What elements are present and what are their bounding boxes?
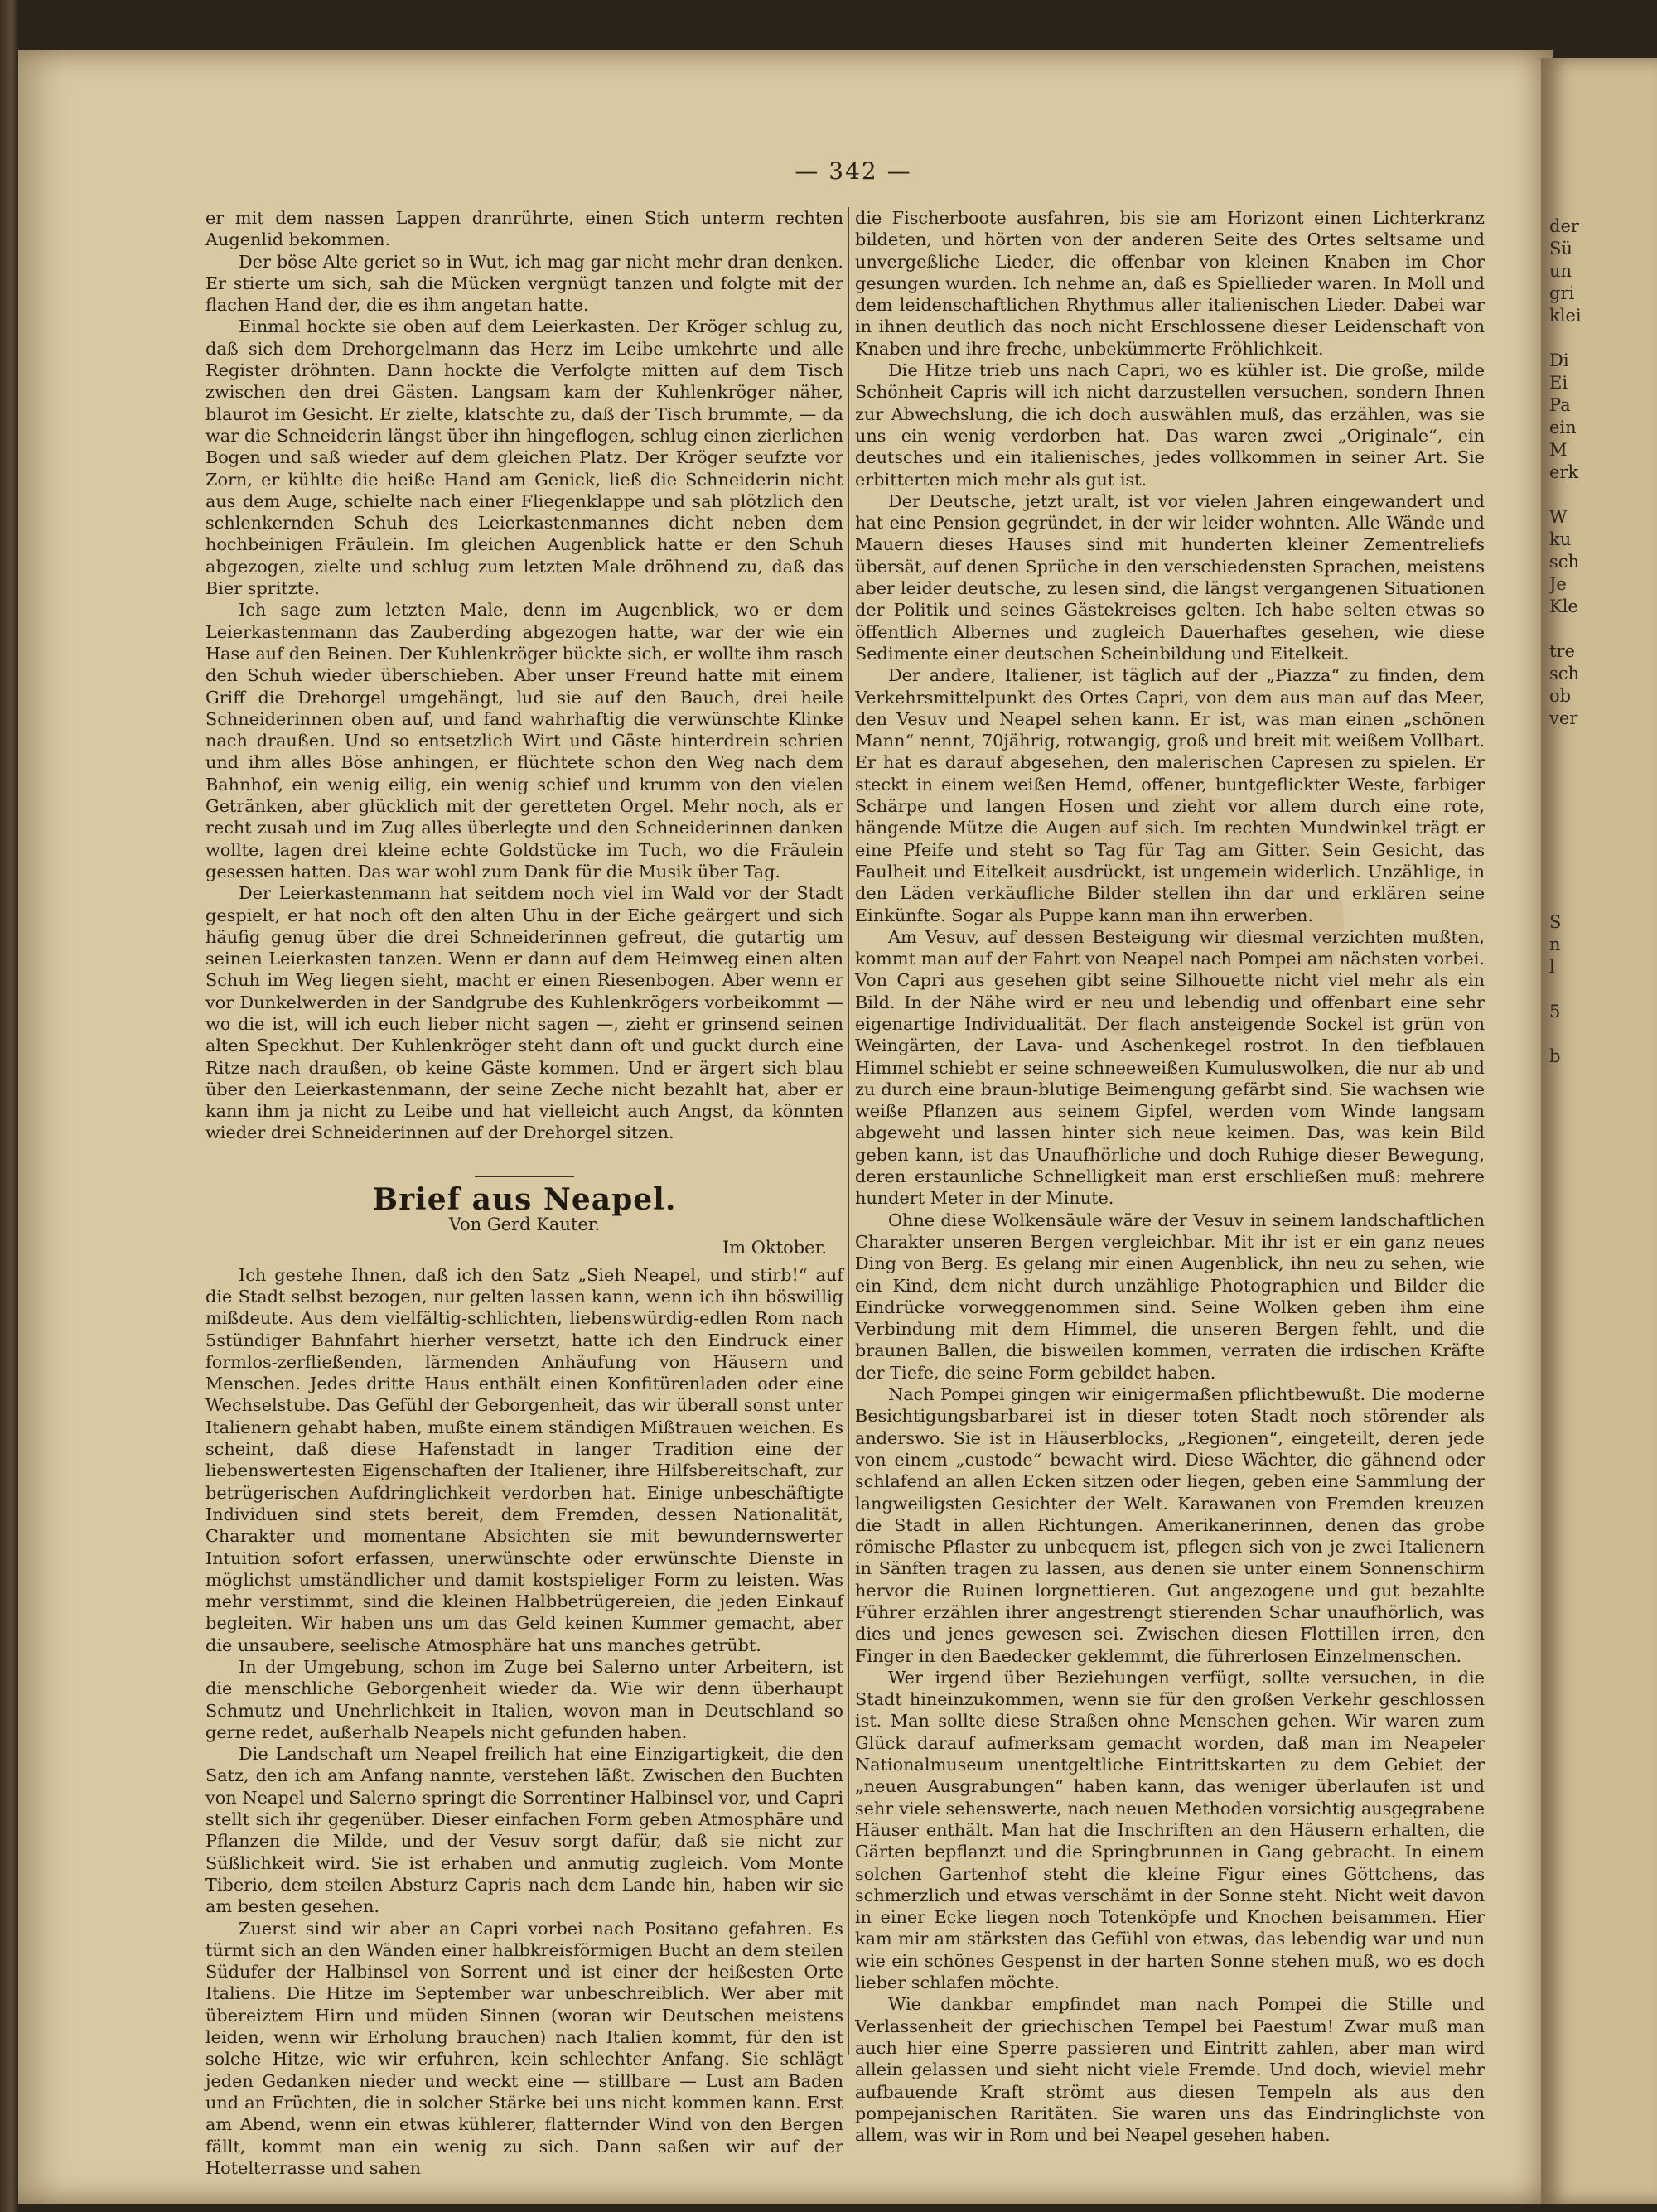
article-paragraph: Nach Pompei gingen wir einigermaßen pflichtbewußt. Die moderne Besichtigungsbarbarei ist in dieser toten Stadt noch störender als anderswo. Sie ist in Häuserblocks, „Regionen“, eingeteilt, deren jede von einem „custode“ bewacht wird. Diese Wächter, die gähnend oder schlafend an allen Ecken sitzen oder liegen, geben eine Sammlung der langweiligsten Gesichter der Welt. Karawanen von Fremden kreuzen die Stadt in allen Richtungen. Amerikanerinnen, denen das grobe römische Pflaster zu unbequem ist, pflegen sich von je zwei Italienern in Sänften tragen zu lassen, aus denen sie unter einem Sonnenschirm hervor die Ruinen lorgnettieren. Gut angezogene und gut bezahlte Führer erzählen ihrer angestrengt stierenden Schar unaufhörlich, was dies und jenes gewesen sei. Zwischen diesen Flottillen irren, den Finger in den Baedecker geklemmt, die führerlosen Einzelmenschen. [855, 1384, 1485, 1666]
edge-text-line [1549, 327, 1657, 350]
section-divider [475, 1176, 574, 1177]
edge-text-line: gri [1549, 283, 1575, 303]
edge-text-line [1549, 978, 1657, 1001]
article-author: Von Gerd Kauter. [448, 1215, 601, 1235]
edge-text-line: sch [1549, 664, 1580, 683]
edge-text-line: 5 [1549, 1002, 1561, 1021]
article-paragraph: Der Deutsche, jetzt uralt, ist vor vielen Jahren eingewandert und hat eine Pension gegründet, in der wir leider wohnten. Alle Wände und Mauern dieses Hauses sind mit hunderten kleiner Zementreliefs übersät, auf denen Sprüche in den verschiedensten Sprachen, meistens aber leider deutsche, zu lesen sind, die längst vergangenen Situationen der Politik und seines Gästekreises gelten. Ich habe selten etwas so öffentlich Albernes und zugleich Dauerhaftes gesehen, wie diese Sedimente einer deutschen Scheinbildung und Eitelkeit. [855, 490, 1485, 664]
edge-text-line: Sü [1549, 239, 1572, 258]
edge-text-line [1549, 484, 1657, 506]
article-paragraph: Wer irgend über Beziehungen verfügt, sollte versuchen, in die Stadt hineinzukommen, wenn sie für den großen Verkehr geschlossen ist. Man sollte diese Straßen ohne Menschen gehen. Wir waren zum Glück darauf aufmerksam gemacht worden, daß man im Neapeler Nationalmuseum unentgeltliche Eintrittskarten zu dem Gebiet der „neuen Ausgrabungen“ haben kann, das weniger überlaufen ist und sehr viele sehenswerte, nach neuen Methoden vorsichtig ausgegrabene Häuser enthält. Man hat die Inschriften an den Häusern erhalten, die Gärten bepflanzt und die Springbrunnen in Gang gebracht. In einem solchen Gartenhof steht die kleine Figur eines Göttchens, das schmerzlich und etwas verschämt in der Sonne steht. Nicht weit davon in einer Ecke liegen noch Totenköpfe und Knochen beisammen. Hier kam mir am stärksten das Gefühl von etwas, das lebendig war und nun wie ein schönes Gespenst in der harten Sonne stehen muß, wo es doch lieber schlafen möchte. [855, 1667, 1485, 1993]
edge-text-line: ku [1549, 529, 1572, 549]
story-paragraph: Der böse Alte geriet so in Wut, ich mag gar nicht mehr dran denken. Er stierte um sich, sah die Mücken vergnügt tanzen und folgte mit der flachen Hand der, die es ihm angetan hatte. [205, 251, 843, 316]
edge-text-line [1549, 1023, 1657, 1046]
edge-text-line: n [1549, 935, 1561, 954]
edge-text-line: Kle [1549, 596, 1578, 616]
edge-text-line: klei [1549, 306, 1582, 326]
edge-text-top [1541, 215, 1657, 730]
article-paragraph: Die Hitze trieb uns nach Capri, wo es kühler ist. Die große, milde Schönheit Capris will ich nicht darzustellen versuchen, sondern Ihnen zur Abwechslung, die ich doch auswählen muß, das erzählen, was sie uns ein wenig verdorben hat. Das waren zwei „Originale“, ein deutsches und ein italienisches, jedes vollkommen in seiner Art. Sie erbitterten mich mehr als gut ist. [855, 360, 1485, 490]
article-title: Brief aus Neapel. [372, 1181, 677, 1217]
page-number: — 342 — [795, 157, 912, 185]
article-paragraph: Am Vesuv, auf dessen Besteigung wir diesmal verzichten mußten, kommt man auf der Fahrt von Neapel nach Pompei am nächsten vorbei. Von Capri aus gesehen gibt seine Silhouette nicht viel mehr als ein Bild. In der Nähe wird er neu und lebendig und offenbart eine sehr eigenartige Individualität. Der flach ansteigende Sockel ist grün von Weingärten, der Lava- und Aschenkegel rostrot. In den tiefblauen Himmel schiebt er seine schneeweißen Kumuluswolken, die nur ab und zu durch eine braun-blutige Beimengung gefärbt sind. Sie wachsen wie weiße Pflanzen aus seinem Gipfel, werden vom Winde langsam abgeweht und lassen hinter sich neue keimen. Das, was kein Bild geben kann, ist das Unaufhörliche und doch Ruhige dieser Bewegung, deren erstaunliche Schnelligkeit man erst erschließen muß: mehrere hundert Meter in der Minute. [855, 926, 1485, 1209]
edge-text-line: un [1549, 261, 1572, 281]
column-rule [848, 207, 849, 2055]
article-dateline: Im Oktober. [722, 1238, 827, 1258]
story-paragraph: Der Leierkastenmann hat seitdem noch viel im Wald vor der Stadt gespielt, er hat noch oft den alten Uhu in der Eiche geärgert und sich häufig genug über die drei Schneiderinnen gefreut, die gutartig um seinen Leierkasten tanzen. Wenn er dann auf dem Heimweg einen alten Schuh im Weg liegen sieht, macht er einen Riesenbogen. Aber wenn er vor Dunkelwerden in der Sandgrube des Kuhlenkrögers vorbeikommt — wo die ist, will ich euch lieber nicht sagen —, zieht er grinsend seinen alten Speckhut. Der Kuhlenkröger steht dann oft und guckt durch eine Ritze nach draußen, ob keine Gäste kommen. Und er ärgert sich blau über den Leierkastenmann, der seine Zeche nicht bezahlt hat, aber er kann ihm ja nicht zu Leibe und hat vielleicht auch Angst, da könnten wieder drei Schneiderinnen auf der Drehorgel sitzen. [205, 883, 843, 1143]
edge-text-line: sch [1549, 552, 1580, 572]
article-paragraph: Die Landschaft um Neapel freilich hat eine Einzigartigkeit, die den Satz, den ich am Anfang nannte, verstehen läßt. Zwischen den Buchten von Neapel und Salerno springt die Sorrentiner Halbinsel vor, und Capri stellt sich ihr gegenüber. Dieser einfachen Form geben Atmosphäre und Pflanzen die Milde, und der Vesuv sorgt dafür, daß sie nicht zur Süßlichkeit wird. Sie ist erhaben und anmutig zugleich. Vom Monte Tiberio, dem steilen Absturz Capris nach dem Lande hin, haben wir sie am besten gesehen. [205, 1744, 843, 1917]
edge-text-line: Je [1549, 574, 1567, 594]
edge-text-line: M [1549, 440, 1568, 460]
edge-text-line: Di [1549, 350, 1569, 370]
edge-text-line: Ei [1549, 373, 1568, 393]
article-paragraph: Ich gestehe Ihnen, daß ich den Satz „Sieh Neapel, und stirb!“ auf die Stadt selbst bezogen, nur gelten lassen kann, wenn ich ihn böswillig mißdeute. Aus dem vielfältig-schlichten, liebenswürdig-edlen Rom nach 5stündiger Bahnfahrt hierher versetzt, hatte ich den Eindruck einer formlos-zerfließenden, lärmenden Anhäufung von Häusern und Menschen. Jedes dritte Haus enthält einen Konfitürenladen oder eine Wechselstube. Das Gefühl der Geborgenheit, das wir überall sonst unter Italienern gehabt haben, mußte einem ständigen Mißtrauen weichen. Es scheint, daß diese Hafenstadt in langer Tradition eine der liebenswertesten Eigenschaften der Italiener, ihre Hilfsbereitschaft, zur betrügerischen Aufdringlichkeit verdorben hat. Einige unbeschäftigte Individuen sind stets bereit, dem Fremden, dessen Nationalität, Charakter und momentane Absichten sie mit bewundernswerter Intuition sofort erfassen, unerwünschte oder erwünschte Dienste in möglichst umständlicher und damit kostspieliger Form zu leisten. Was mehr verstimmt, sind die kleinen Halbbetrügereien, die jeden Einkauf begleiten. Wir haben uns um das Geld keinen Kummer gemacht, aber die unsaubere, seelische Atmosphäre hat uns manches getrübt. [205, 1264, 843, 1655]
story-paragraph: Ich sage zum letzten Male, denn im Augenblick, wo er dem Leierkastenmann das Zauberding abgezogen hatte, war der wie ein Hase auf den Beinen. Der Kuhlenkröger bückte sich, er wollte ihm rasch den Schuh wieder überschieben. Aber unser Freund hatte mit einem Griff die Drehorgel umgehängt, lud sie auf den Bauch, drei heile Schneiderinnen oben auf, und fand wahrhaftig die verwünschte Klinke nach draußen. Und so entsetzlich Wirt und Gäste hinterdrein schrien und ihm alles Böse anhingen, er flüchtete schon den Weg nach dem Bahnhof, ein wenig eilig, ein wenig schief und krumm von den vielen Getränken, aber glücklich mit der geretteten Orgel. Mehr noch, als er recht zusah und im Zug alles überlegte und den Schneiderinnen danken wollte, lagen drei kleine echte Goldstücke im Tuch, wo die Fräulein gesessen hatten. Das war wohl zum Dank für die Musik über Tag. [205, 600, 843, 881]
edge-text-line: ob [1549, 686, 1572, 706]
edge-text-line: erk [1549, 462, 1579, 482]
article-paragraph: Wie dankbar empfindet man nach Pompei die Stille und Verlassenheit der griechischen Tempel bei Paestum! Zwar muß man auch hier eine Sperre passieren und Eintritt zahlen, aber man wird allein gelassen und sieht nicht viele Fremde. Und doch, wieviel mehr aufbauende Kraft strömt aus diesen Tempeln als aus den pompejanischen Raritäten. Sie waren uns das Eindringlichste von allem, was wir in Rom und bei Neapel gesehen haben. [855, 1994, 1485, 2146]
article-paragraph: Ohne diese Wolkensäule wäre der Vesuv in seinem landschaftlichen Charakter unseren Bergen vergleichbar. Mit ihr ist er ein ganz neues Ding von Berg. Es gelang mir einen Augenblick, ihn neu zu sehen, wie ein Kind, dem nicht durch unzählige Photographien und Bilder die Eindrücke vorweggenommen sind. Seine Wolken geben ihm eine Verbindung mit dem Himmel, die unseren Bergen fehlt, und die braunen Ballen, die bisweilen kommen, verraten die irdischen Kräfte der Tiefe, die seine Form gebildet haben. [855, 1210, 1485, 1383]
article-paragraph: Zuerst sind wir aber an Capri vorbei nach Positano gefahren. Es türmt sich an den Wänden einer halbkreisförmigen Bucht an dem steilen Südufer der Halbinsel von Sorrent und ist einer der heißesten Orte Italiens. Die Hitze im September war unbeschreiblich. Wer aber mit übereiztem Hirn und müden Sinnen (woran wir Deutschen meistens leiden, wenn wir Erholung brauchen) nach Italien kommt, für den ist solche Hitze, wie wir erfuhren, kein schlechter Anfang. Sie schlägt jeden Gedanken nieder und weckt eine — stillbare — Lust am Baden und an Früchten, die in solcher Stärke bei uns nicht kommen kann. Erst am Abend, wenn ein etwas kühlerer, flatternder Wind von den Bergen fällt, kommt man ein wenig zu sich. Dann saßen wir auf der Hotelterrasse und sahen [205, 1918, 843, 2178]
article-paragraph: Der andere, Italiener, ist täglich auf der „Piazza“ zu finden, dem Verkehrsmittelpunkt des Ortes Capri, von dem aus man auf das Meer, den Vesuv und Neapel sehen kann. Er ist, was man einen „schönen Mann“ nennt, 70jährig, rotwangig, groß und breit mit weißem Vollbart. Er hat es darauf abgesehen, den malerischen Capresen zu spielen. Er steckt in einem weißen Hemd, offener, buntgeflickter Weste, farbiger Schärpe und langen Hosen und zieht vor allem durch eine rote, hängende Mütze die Augen auf sich. Im rechten Mundwinkel trägt er eine Pfeife und steht so Tag für Tag am Gitter. Sein Gesicht, das Faulheit und Eitelkeit ausdrückt, ist ungemein widerlich. Unzählige, in den Läden verkäufliche Bilder stellen ihn dar und erklären seine Einkünfte. Sogar als Puppe kann man ihn erwerben. [855, 665, 1485, 925]
story-paragraph: Einmal hockte sie oben auf dem Leierkasten. Der Kröger schlug zu, daß sich dem Drehorgelmann das Herz im Leibe umkehrte und alle Register dröhnten. Dann hockte die Verfolgte mitten auf dem Tisch zwischen den drei Gästen. Langsam kam der Kuhlenkröger näher, blaurot im Gesicht. Er zielte, klatschte zu, daß der Tisch brummte, — da war die Schneiderin längst über ihn hingeflogen, schlug einen zierlichen Bogen und saß wieder auf dem gleichen Platz. Der Kröger seufzte vor Zorn, er kühlte die heiße Hand am Genick, ließ die Schneiderin nicht aus dem Auge, schielte nach einer Fliegenklappe und sah plötzlich den schlenkernden Schuh des Leierkastenmannes dicht neben dem hochbeinigen Fräulein. Im gleichen Augenblick hatte er den Schuh abgezogen, zielte und schlug zum letzten Male dröhnend zu, daß das Bier spritzte. [205, 316, 843, 599]
spacer [205, 1144, 843, 1167]
right-column [855, 207, 1485, 2146]
edge-text-line: der [1549, 216, 1579, 236]
edge-text-line: l [1549, 957, 1555, 977]
left-column [205, 207, 843, 2179]
edge-text-line: b [1549, 1046, 1561, 1066]
adjacent-page-edge [1541, 58, 1657, 2204]
edge-text-line: ein [1549, 418, 1577, 437]
edge-text-line: W [1549, 507, 1568, 527]
edge-text-line: ver [1549, 708, 1578, 728]
edge-text-line: S [1549, 912, 1562, 932]
article-paragraph: In der Umgebung, schon im Zuge bei Salerno unter Arbeitern, ist die menschliche Geborgenheit wieder da. Wie wir denn überhaupt Schmutz und Unehrlichkeit in Italien, wovon man in Deutschland so gerne redet, außerhalb Neapels nicht gefunden haben. [205, 1657, 843, 1742]
edge-text-bottom [1541, 911, 1657, 1068]
article-paragraph: die Fischerboote ausfahren, bis sie am Horizont einen Lichterkranz bildeten, und hörten von der anderen Seite des Ortes seltsame und unvergeßliche Lieder, die offenbar von kleinen Knaben im Chor gesungen wurden. Ich nehme an, daß es Spiellieder waren. In Moll und dem leidenschaftlichen Rhythmus aller italienischen Lieder. Dabei war in ihnen deutlich das noch nicht Erschlossene dieser Leidenschaft von Knaben und ihre freche, unbekümmerte Fröhlichkeit. [855, 208, 1485, 359]
edge-text-line: tre [1549, 641, 1575, 661]
story-paragraph: er mit dem nassen Lappen dranrührte, einen Stich unterm rechten Augenlid bekommen. [205, 208, 843, 250]
edge-text-line [1549, 618, 1657, 640]
edge-text-line: Pa [1549, 395, 1571, 415]
